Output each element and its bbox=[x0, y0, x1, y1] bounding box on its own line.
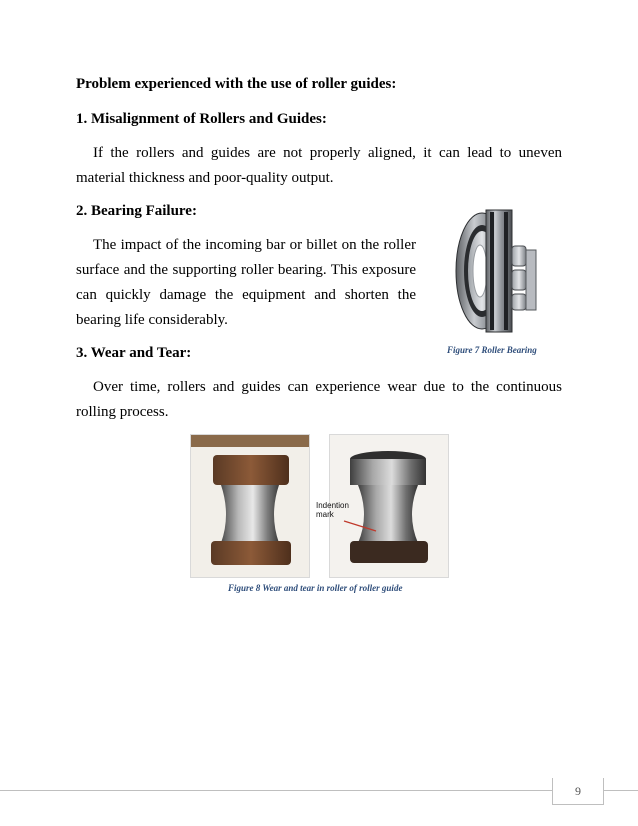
item-2-text: The impact of the incoming bar or billet on the roller surface and the supporting roller bearing. This exposure can quickly damage the equipment and shorten the bearing life considerably. bbox=[76, 237, 416, 328]
indention-mark-label: Indention mark bbox=[316, 501, 349, 519]
figure-7-caption: Figure 7 Roller Bearing bbox=[447, 345, 537, 355]
figure-8-caption: Figure 8 Wear and tear in roller of roller guide bbox=[228, 583, 403, 593]
item-3-text: Over time, rollers and guides can experience wear due to the continuous rolling process. bbox=[76, 379, 562, 420]
item-1-text: If the rollers and guides are not properly aligned, it can lead to uneven material thickness and poor-quality output. bbox=[76, 145, 562, 186]
worn-roller-photo-right bbox=[316, 434, 449, 578]
page-number-box bbox=[552, 778, 604, 805]
item-2-heading: 2. Bearing Failure: bbox=[76, 203, 197, 219]
item-3-heading: 3. Wear and Tear: bbox=[76, 345, 192, 361]
worn-roller-photo-left bbox=[190, 434, 310, 578]
item-1-heading: 1. Misalignment of Rollers and Guides: bbox=[76, 111, 327, 127]
footer-rule bbox=[0, 790, 638, 791]
section-title: Problem experienced with the use of roller guides: bbox=[76, 76, 397, 92]
page-number: 9 bbox=[575, 784, 581, 798]
roller-bearing-image bbox=[446, 206, 540, 336]
